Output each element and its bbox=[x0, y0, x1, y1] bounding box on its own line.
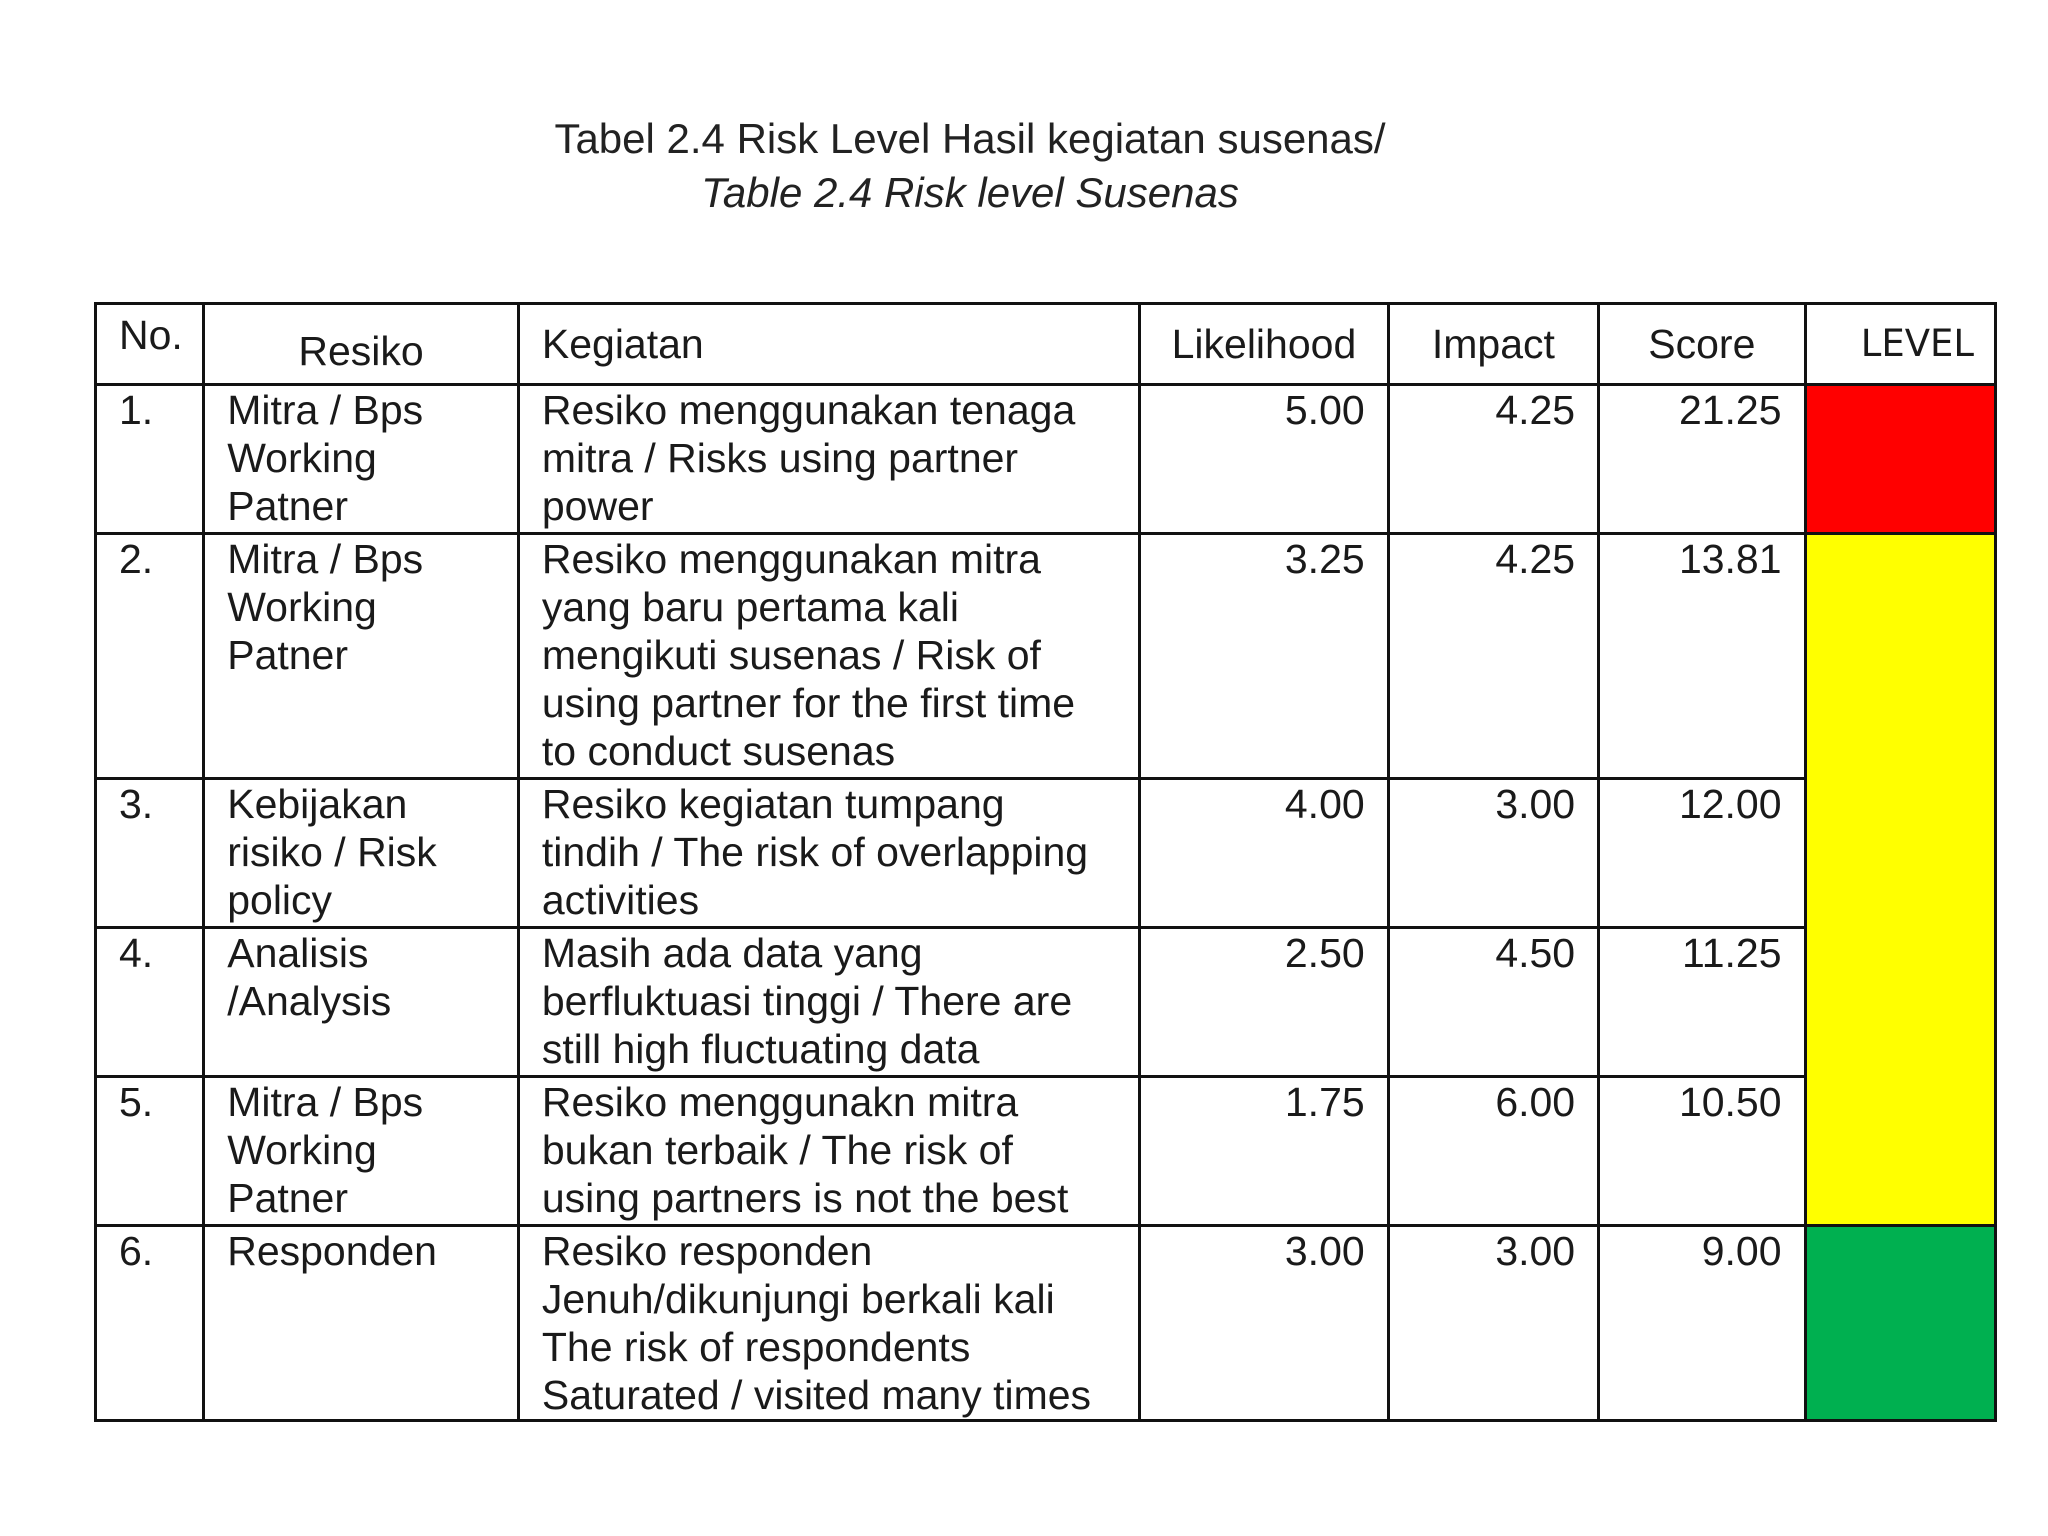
cell-resiko bbox=[204, 928, 519, 1077]
cell-likelihood: 3.00 bbox=[1140, 1226, 1389, 1421]
table-row bbox=[96, 779, 1996, 928]
kegiatan-line: mitra / Risks using partner bbox=[541, 435, 1019, 481]
cell-score: 9.00 bbox=[1599, 1226, 1805, 1421]
level-indicator-low bbox=[1805, 1226, 1995, 1421]
cell-likelihood: 4.00 bbox=[1140, 779, 1389, 928]
kegiatan-line: Masih ada data yang bbox=[541, 930, 923, 976]
cell-kegiatan bbox=[518, 385, 1139, 534]
kegiatan-line: berfluktuasi tinggi / There are bbox=[541, 978, 1073, 1024]
kegiatan-line: Jenuh/dikunjungi berkali kali bbox=[541, 1276, 1055, 1322]
resiko-line: Working bbox=[227, 584, 377, 630]
cell-kegiatan bbox=[518, 779, 1139, 928]
cell-score: 21.25 bbox=[1599, 385, 1805, 534]
cell-likelihood: 3.25 bbox=[1140, 534, 1389, 779]
kegiatan-line: Resiko responden bbox=[541, 1228, 873, 1274]
kegiatan-line: still high fluctuating data bbox=[541, 1026, 980, 1072]
cell-impact: 4.25 bbox=[1388, 385, 1598, 534]
kegiatan-line: Resiko kegiatan tumpang bbox=[541, 781, 1005, 827]
resiko-line: Mitra / Bps bbox=[227, 536, 424, 582]
resiko-line: Responden bbox=[227, 1228, 437, 1274]
cell-no: 4. bbox=[96, 928, 204, 1077]
kegiatan-line: The risk of respondents bbox=[541, 1324, 971, 1370]
table-row bbox=[96, 385, 1996, 534]
resiko-line: /Analysis bbox=[227, 978, 392, 1024]
table-row bbox=[96, 1077, 1996, 1226]
header-resiko: Resiko bbox=[204, 304, 519, 385]
cell-score: 12.00 bbox=[1599, 779, 1805, 928]
kegiatan-line: to conduct susenas bbox=[541, 728, 896, 774]
cell-kegiatan bbox=[518, 928, 1139, 1077]
kegiatan-line: tindih / The risk of overlapping bbox=[541, 829, 1089, 875]
resiko-line: Patner bbox=[227, 632, 349, 678]
kegiatan-line: Resiko menggunakn mitra bbox=[541, 1079, 1019, 1125]
cell-resiko bbox=[204, 385, 519, 534]
cell-kegiatan bbox=[518, 534, 1139, 779]
resiko-line: Mitra / Bps bbox=[227, 1079, 424, 1125]
header-likelihood: Likelihood bbox=[1140, 304, 1389, 385]
cell-kegiatan bbox=[518, 1226, 1139, 1421]
cell-impact: 4.25 bbox=[1388, 534, 1598, 779]
resiko-line: policy bbox=[227, 877, 333, 923]
table-row bbox=[96, 928, 1996, 1077]
kegiatan-line: Resiko menggunakan mitra bbox=[541, 536, 1041, 582]
table-row bbox=[96, 534, 1996, 779]
header-impact: Impact bbox=[1388, 304, 1598, 385]
table-header-row bbox=[96, 304, 1996, 385]
cell-no: 3. bbox=[96, 779, 204, 928]
resiko-line: Working bbox=[227, 435, 377, 481]
cell-score: 10.50 bbox=[1599, 1077, 1805, 1226]
caption-line-english: Table 2.4 Risk level Susenas bbox=[701, 169, 1239, 216]
cell-resiko bbox=[204, 534, 519, 779]
resiko-line: Mitra / Bps bbox=[227, 387, 424, 433]
cell-no: 6. bbox=[96, 1226, 204, 1421]
resiko-line: Patner bbox=[227, 483, 349, 529]
cell-impact: 4.50 bbox=[1388, 928, 1598, 1077]
kegiatan-line: power bbox=[541, 483, 654, 529]
kegiatan-line: Saturated / visited many times bbox=[541, 1372, 1092, 1418]
cell-no: 5. bbox=[96, 1077, 204, 1226]
kegiatan-line: yang baru pertama kali bbox=[541, 584, 959, 630]
cell-resiko bbox=[204, 779, 519, 928]
table-row bbox=[96, 1226, 1996, 1421]
cell-score: 11.25 bbox=[1599, 928, 1805, 1077]
caption-line-indonesian: Tabel 2.4 Risk Level Hasil kegiatan susenas/ bbox=[554, 115, 1386, 162]
cell-kegiatan bbox=[518, 1077, 1139, 1226]
cell-score: 13.81 bbox=[1599, 534, 1805, 779]
header-score: Score bbox=[1599, 304, 1805, 385]
kegiatan-line: Resiko menggunakan tenaga bbox=[541, 387, 1076, 433]
cell-impact: 3.00 bbox=[1388, 1226, 1598, 1421]
cell-impact: 6.00 bbox=[1388, 1077, 1598, 1226]
cell-no: 2. bbox=[96, 534, 204, 779]
kegiatan-line: using partner for the first time bbox=[541, 680, 1076, 726]
header-no: No. bbox=[96, 304, 204, 385]
kegiatan-line: bukan terbaik / The risk of bbox=[541, 1127, 1013, 1173]
header-kegiatan: Kegiatan bbox=[518, 304, 1139, 385]
kegiatan-line: using partners is not the best bbox=[541, 1175, 1069, 1221]
header-level: LEVEL bbox=[1805, 304, 1995, 385]
cell-resiko bbox=[204, 1077, 519, 1226]
table-caption bbox=[0, 112, 1940, 220]
risk-level-table bbox=[94, 302, 1997, 1422]
cell-likelihood: 2.50 bbox=[1140, 928, 1389, 1077]
level-indicator-medium bbox=[1805, 534, 1995, 1226]
kegiatan-line: activities bbox=[541, 877, 700, 923]
resiko-line: Patner bbox=[227, 1175, 349, 1221]
cell-resiko bbox=[204, 1226, 519, 1421]
level-indicator-high bbox=[1805, 385, 1995, 534]
cell-likelihood: 1.75 bbox=[1140, 1077, 1389, 1226]
cell-impact: 3.00 bbox=[1388, 779, 1598, 928]
resiko-line: Kebijakan bbox=[227, 781, 408, 827]
resiko-line: Analisis bbox=[227, 930, 369, 976]
cell-no: 1. bbox=[96, 385, 204, 534]
resiko-line: risiko / Risk bbox=[227, 829, 437, 875]
resiko-line: Working bbox=[227, 1127, 377, 1173]
kegiatan-line: mengikuti susenas / Risk of bbox=[541, 632, 1041, 678]
cell-likelihood: 5.00 bbox=[1140, 385, 1389, 534]
